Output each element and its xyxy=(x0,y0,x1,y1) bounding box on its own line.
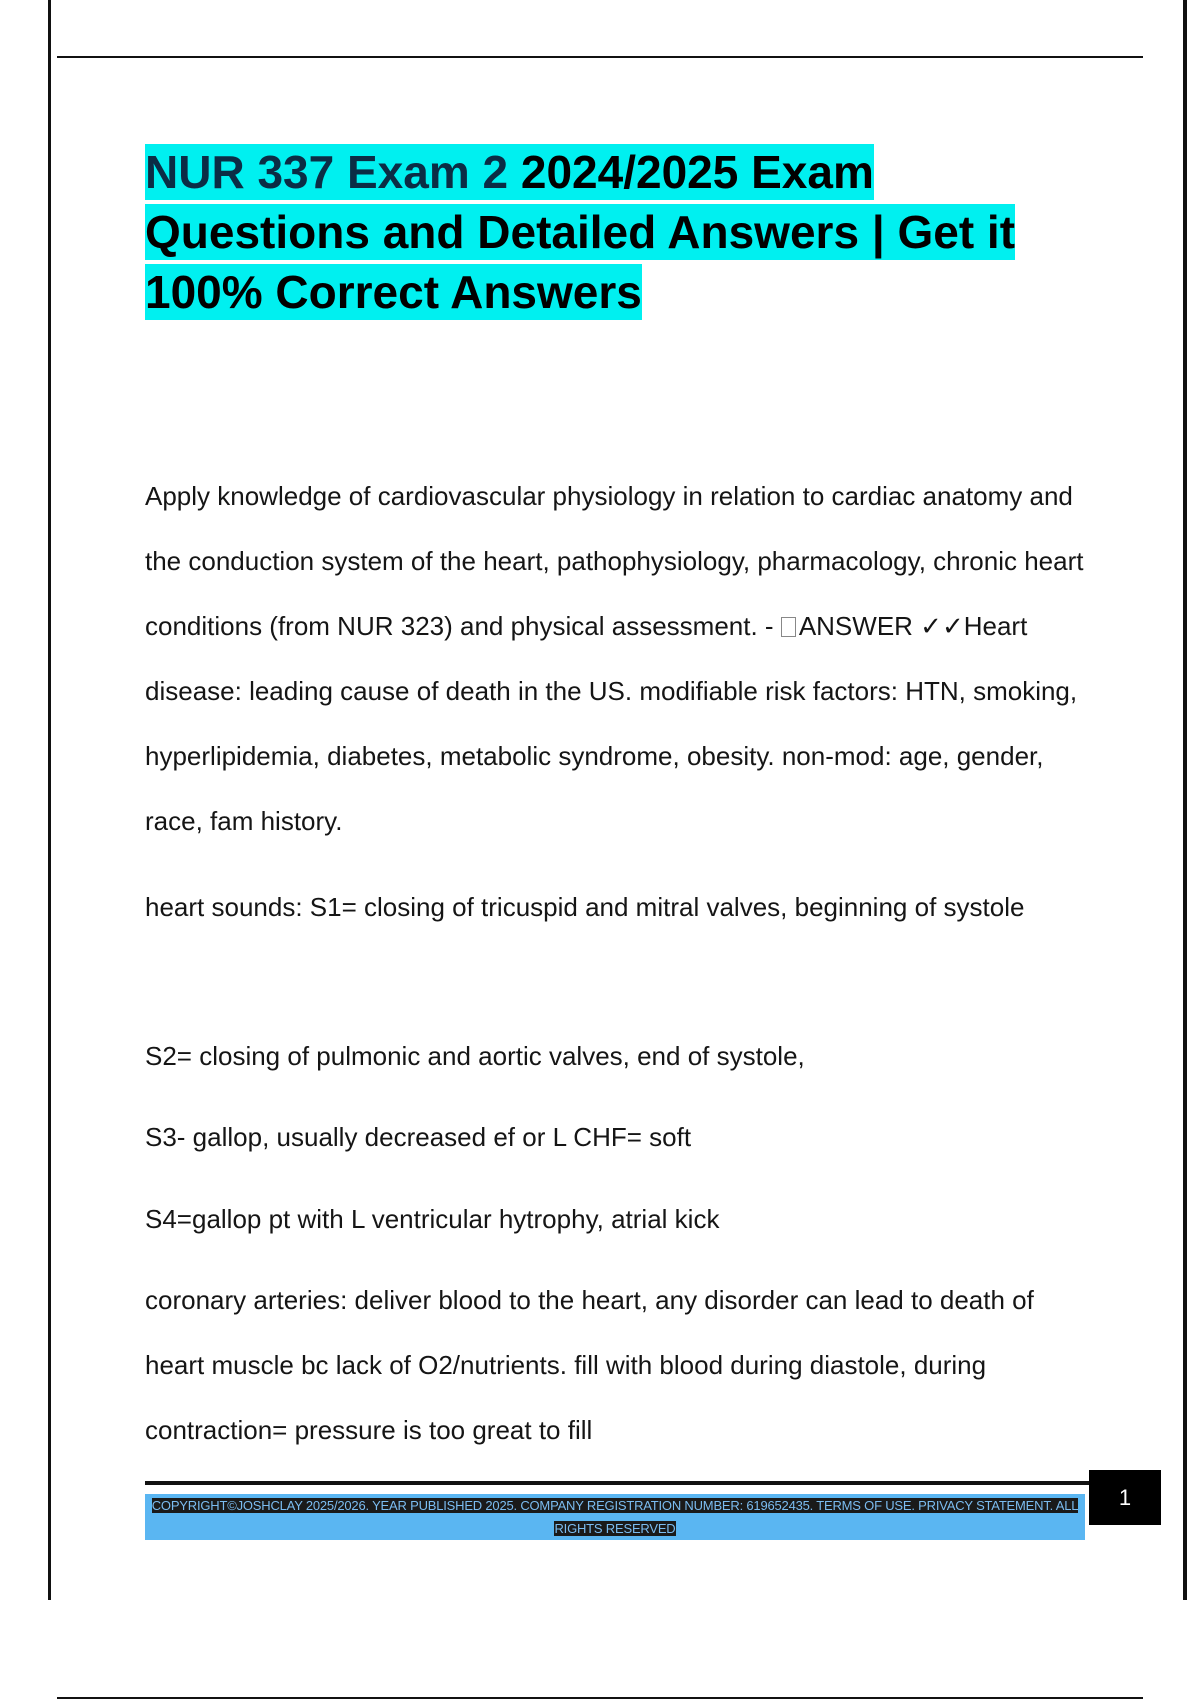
paragraph-s3: S3- gallop, usually decreased ef or L CHF= soft xyxy=(145,1122,692,1152)
footer-rule xyxy=(145,1481,1090,1485)
answer-text: ANSWER ✓✓Heart disease: leading cause of death in the US. modifiable risk factors: HTN, smoking, hyperlipidemia, diabetes, metabolic syndrome, obesity. non-mod: age, gender, race, fam history. xyxy=(145,611,1078,836)
page-border-right xyxy=(1183,0,1187,1600)
missing-glyph-icon xyxy=(781,617,796,637)
page-border-left xyxy=(48,0,51,1600)
page-number: 1 xyxy=(1089,1470,1161,1525)
paragraph-s2: S2= closing of pulmonic and aortic valves, end of systole, xyxy=(145,1041,805,1071)
paragraph-coronary-arteries: coronary arteries: deliver blood to the heart, any disorder can lead to death of heart muscle bc lack of O2/nutrients. fill with blood during diastole, during contraction= pressure is too great to fill xyxy=(145,1285,1034,1445)
next-page-rule xyxy=(57,1697,1143,1699)
footer-copyright-band xyxy=(145,1494,1085,1540)
paragraph-text: Apply knowledge of cardiovascular physiology in relation to cardiac anatomy and the conduction system of the heart, pathophysiology, pharmacology, chronic heart conditions (from NUR 323) and physical assessment. - xyxy=(145,481,1084,641)
paragraph-s4: S4=gallop pt with L ventricular hytrophy, atrial kick xyxy=(145,1204,720,1234)
header-rule xyxy=(57,56,1143,58)
footer-copyright-text: COPYRIGHT©JOSHCLAY 2025/2026. YEAR PUBLISHED 2025. COMPANY REGISTRATION NUMBER: 619652435. TERMS OF USE. PRIVACY STATEMENT. ALL RIGHTS RESERVED xyxy=(151,1498,1079,1536)
title-rest: 2024/2025 Exam Questions and Detailed Answers | Get it 100% Correct Answers xyxy=(145,146,1016,318)
paragraph-heart-sounds: heart sounds: S1= closing of tricuspid and mitral valves, beginning of systole xyxy=(145,892,1025,922)
title-course-code: NUR 337 Exam 2 xyxy=(145,146,509,198)
paragraph-cardiovascular-objective xyxy=(145,464,1095,854)
document-title xyxy=(145,142,1105,322)
